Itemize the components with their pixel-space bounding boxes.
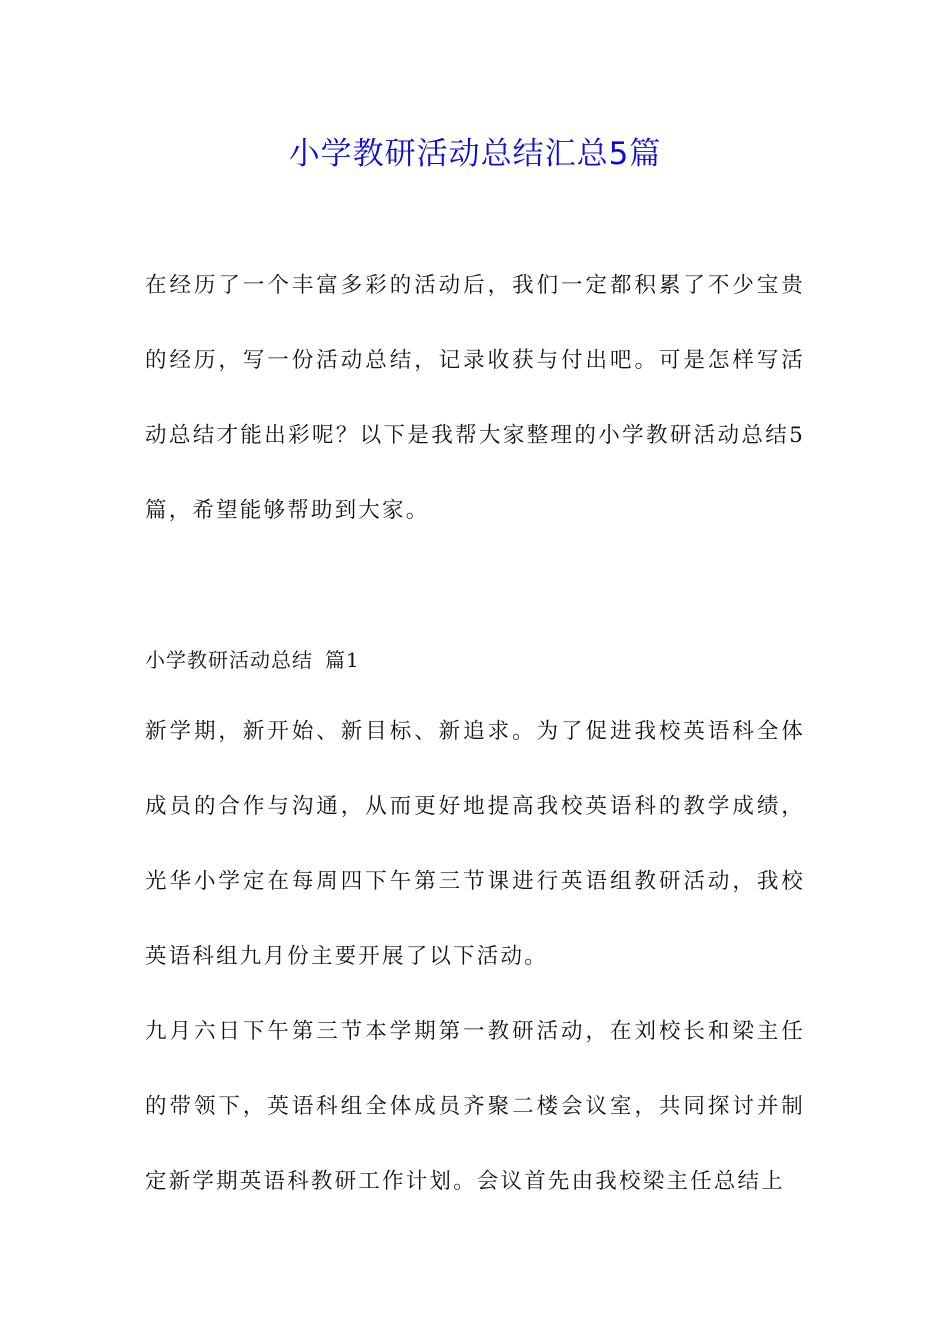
document-title: 小学教研活动总结汇总5篇	[288, 136, 662, 172]
section-heading-number: 篇1	[325, 648, 360, 672]
body-paragraph: 九月六日下午第三节本学期第一教研活动，在刘校长和梁主任的带领下，英语科组全体成员齐聚二楼会议室，共同探讨并制定新学期英语科教研工作计划。会议首先由我校梁主任总结上	[145, 1019, 805, 1194]
intro-paragraph: 在经历了一个丰富多彩的活动后，我们一定都积累了不少宝贵的经历，写一份活动总结，记录收获与付出吧。可是怎样写活动总结才能出彩呢？以下是我帮大家整理的小学教研活动总结5篇，希望能够帮助到大家。	[145, 273, 805, 523]
section-heading-name: 小学教研活动总结	[145, 648, 313, 672]
section-heading	[145, 640, 805, 680]
body-paragraph: 新学期，新开始、新目标、新追求。为了促进我校英语科全体成员的合作与沟通，从而更好地提高我校英语科的教学成绩，光华小学定在每周四下午第三节课进行英语组教研活动，我校英语科组九月份主要开展了以下活动。	[145, 719, 805, 969]
